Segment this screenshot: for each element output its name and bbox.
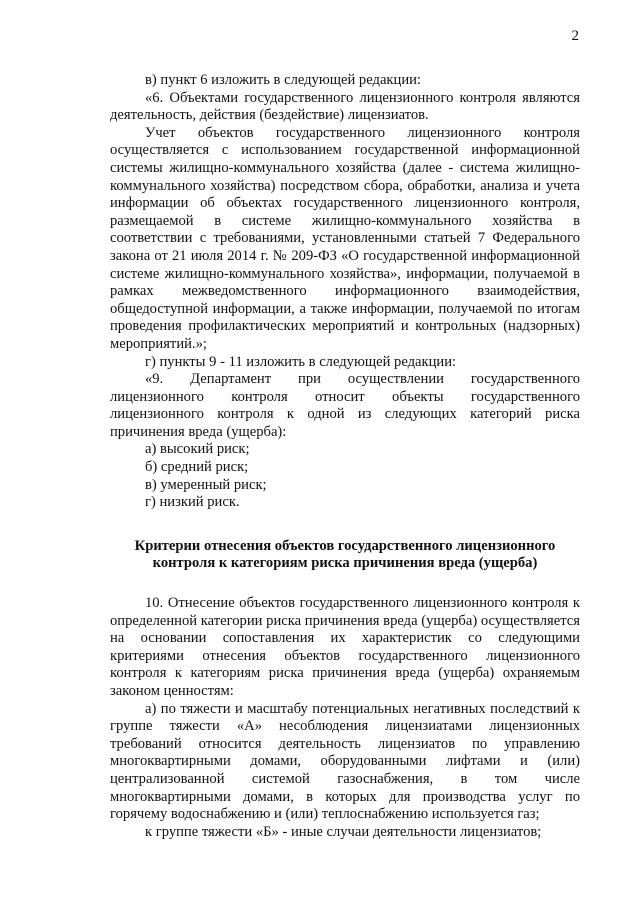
document-body (110, 72, 580, 841)
list-item: б) средний риск; (145, 459, 249, 476)
list-item: а) высокий риск; (145, 441, 250, 458)
paragraph: «6. Объектами государственного лицензионного контроля являются деятельность, действия (бездействие) лицензиатов. (110, 89, 580, 124)
paragraph: а) по тяжести и масштабу потенциальных негативных последствий к группе тяжести «А» несоблюдения лицензиатами лицензионных требований относится деятельность лицензиатов по управлению многоквартирными домами, оборудованными лифтами и (или) централизованной системой газоснабжения, в том числе многоквартирными домами, в которых для производства услуг по горячему водоснабжению и (или) теплоснабжению используется газ; (110, 700, 580, 823)
paragraph: в) пункт 6 изложить в следующей редакции: (145, 72, 421, 88)
paragraph: г) пункты 9 - 11 изложить в следующей редакции: (145, 353, 457, 370)
list-item: г) низкий риск. (145, 494, 240, 511)
paragraph: Учет объектов государственного лицензионного контроля осуществляется с использованием государственной информационной системы жилищно-коммунального хозяйства (далее - система жилищно-коммунального хозяйства) посредством сбора, обработки, анализа и учета информации об объектах государственного лицензионного контроля, размещаемой в системе жилищно-коммунального хозяйства в соответствии с требованиями, установленными статьей 7 Федерального закона от 21 июля 2014 г. № 209-ФЗ «О государственной информационной системе жилищно-коммунального хозяйства», информации, получаемой в рамках межведомственного информационного взаимодействия, общедоступной информации, а также информации, получаемой по итогам проведения профилактических мероприятий и контрольных (надзорных) мероприятий.»; (110, 124, 580, 352)
paragraph: к группе тяжести «Б» - иные случаи деятельности лицензиатов; (145, 823, 542, 840)
page-number: 2 (571, 28, 579, 44)
paragraph: 10. Отнесение объектов государственного лицензионного контроля к определенной категории риска причинения вреда (ущерба) осуществляется на основании сопоставления их характеристик со следующими критериями отнесения объектов государственного лицензионного контроля к категориям риска причинения вреда (ущерба) охраняемым законом ценностям: (110, 595, 580, 699)
paragraph: «9. Департамент при осуществлении государственного лицензионного контроля относит объекты государственного лицензионного контроля к одной из следующих категорий риска причинения вреда (ущерба): (110, 371, 580, 440)
section-heading: Критерии отнесения объектов государственного лицензионного контроля к категориям риска причинения вреда (ущерба) (134, 537, 556, 572)
list-item: в) умеренный риск; (145, 476, 267, 493)
